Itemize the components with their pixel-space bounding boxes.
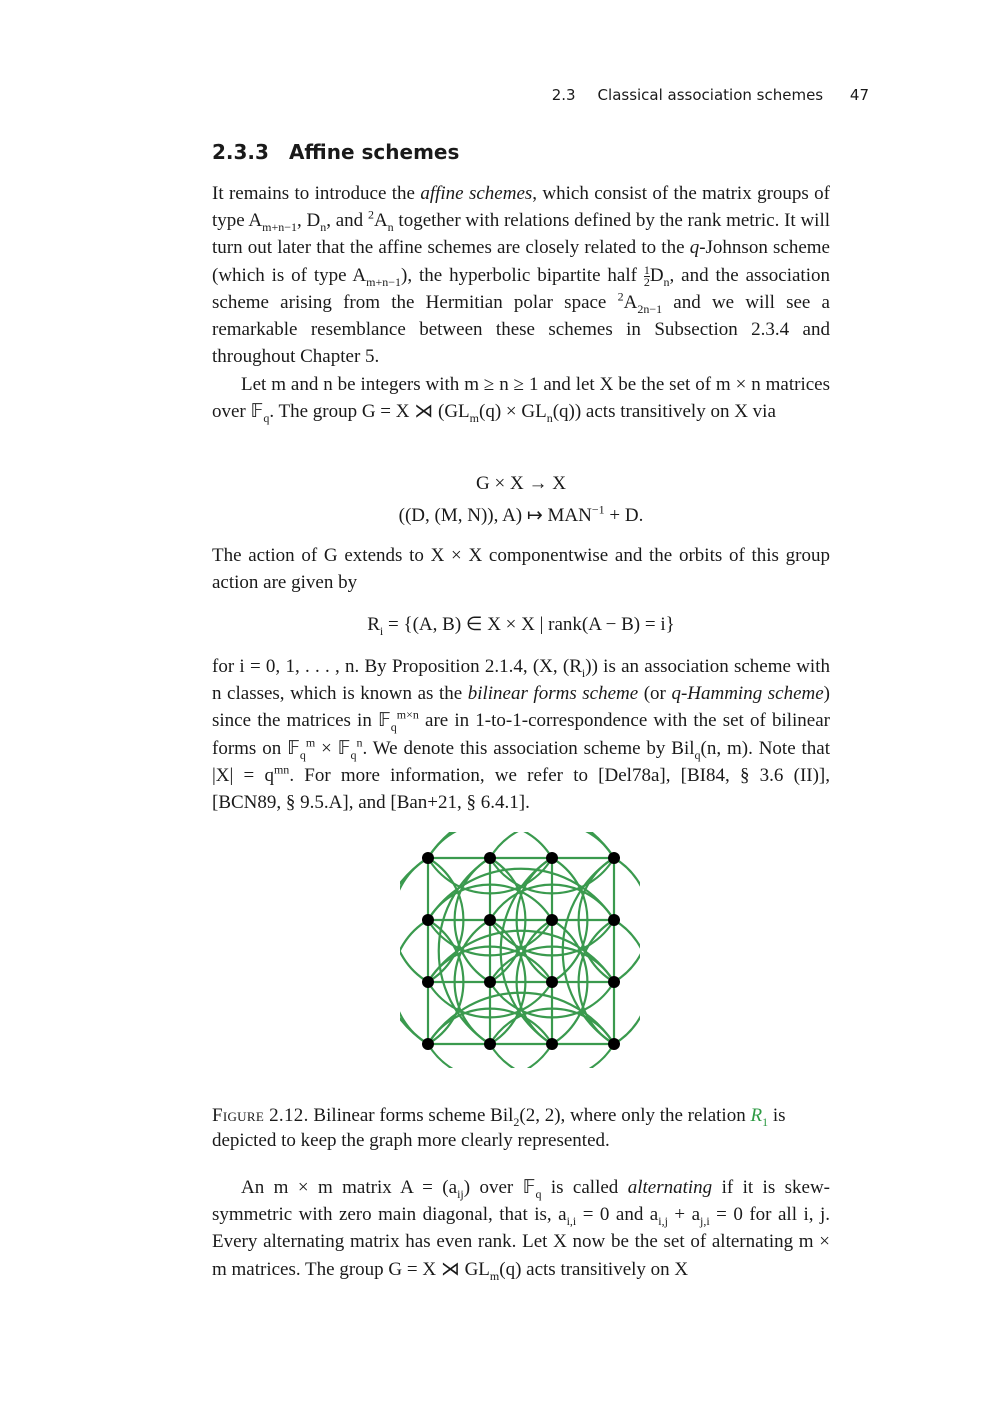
text: , D bbox=[297, 210, 321, 232]
section-heading bbox=[212, 140, 459, 164]
text: (n, m). Note that |X| = q bbox=[212, 737, 830, 786]
text: A bbox=[373, 210, 388, 232]
running-head-title: Classical association schemes bbox=[597, 86, 824, 104]
text: It remains to introduce the bbox=[212, 183, 421, 204]
text: , which consist of the matrix groups of type A bbox=[212, 183, 830, 232]
text: if it is skew-symmetric with zero main diagonal, that is, a bbox=[212, 1177, 831, 1226]
graph-vertex bbox=[484, 852, 496, 864]
text: ((D, (M, N)), A) ↦ MAN bbox=[398, 505, 592, 526]
text: (q) acts transitively on X bbox=[499, 1258, 689, 1280]
subscript: ij bbox=[457, 1186, 464, 1201]
superscript: 2 bbox=[617, 289, 624, 304]
text: (or bbox=[638, 683, 672, 705]
text: = {(A, B) ∈ X × X | rank(A − B) = i} bbox=[383, 614, 675, 635]
text: + D. bbox=[604, 505, 644, 526]
subscript: q bbox=[299, 747, 306, 762]
text: D bbox=[649, 264, 664, 286]
subscript: 1 bbox=[762, 1114, 769, 1129]
figure-label: Figure 2.12. bbox=[212, 1105, 309, 1126]
superscript: 2 bbox=[367, 207, 374, 222]
emphasis: alternating bbox=[627, 1177, 713, 1198]
graph-vertex bbox=[546, 852, 558, 864]
section-number: 2.3.3 bbox=[212, 140, 269, 164]
superscript: −1 bbox=[591, 502, 605, 517]
fraction-denominator: 2 bbox=[643, 274, 650, 289]
paragraph-1 bbox=[212, 180, 830, 370]
text: A bbox=[623, 291, 638, 313]
superscript: n bbox=[356, 735, 363, 750]
graph-vertex bbox=[608, 852, 620, 864]
graph-edge bbox=[428, 832, 614, 858]
subscript: i bbox=[379, 623, 384, 638]
subscript: j,i bbox=[700, 1214, 710, 1228]
text: -Johnson scheme (which is of type A bbox=[212, 237, 830, 286]
emphasis: bilinear forms scheme bbox=[467, 683, 639, 705]
subscript: n bbox=[663, 274, 670, 289]
graph-vertex bbox=[422, 976, 434, 988]
paragraph-5 bbox=[212, 1174, 830, 1283]
graph-vertex bbox=[546, 914, 558, 926]
text: ) since the matrices in 𝔽 bbox=[212, 683, 830, 732]
graph-vertex bbox=[422, 1038, 434, 1050]
subscript: q bbox=[535, 1186, 542, 1201]
emphasis: q-Hamming scheme bbox=[671, 683, 824, 705]
subscript: n bbox=[387, 220, 394, 234]
text: )) is an association scheme with n classes, which is known as the bbox=[212, 656, 830, 705]
text: R bbox=[367, 614, 380, 635]
subscript: i bbox=[581, 665, 586, 680]
graph-vertex bbox=[484, 914, 496, 926]
superscript: mn bbox=[273, 762, 290, 777]
subscript: m+n−1 bbox=[366, 274, 402, 289]
text: for i = 0, 1, . . . , n. By Proposition 2.1.4, (X, (R bbox=[212, 656, 582, 677]
subscript: m+n−1 bbox=[262, 220, 298, 234]
relation-symbol bbox=[750, 1105, 769, 1129]
text: (q)) acts transitively on X via bbox=[552, 401, 776, 423]
text: . We denote this association scheme by Bil bbox=[362, 737, 695, 759]
graph-vertex bbox=[608, 1038, 620, 1050]
fraction-numerator: 1 bbox=[643, 262, 650, 277]
text: Let m and n be integers with m ≥ n ≥ 1 and let X be the set of m × n matrices over 𝔽 bbox=[212, 374, 830, 423]
paragraph-3 bbox=[212, 542, 830, 596]
text: . For more information, we refer to [Del78a], [BI84, § 3.6 (II)], [BCN89, § 9.5.A], and [Ban+21, § 6.4.1]. bbox=[212, 764, 830, 814]
subscript: m bbox=[489, 1268, 500, 1283]
subscript: 2 bbox=[513, 1114, 520, 1129]
superscript: m bbox=[305, 735, 316, 750]
text: are in 1-to-1-correspondence with the set of bilinear forms on 𝔽 bbox=[212, 710, 830, 759]
text: ), the hyperbolic bipartite half bbox=[401, 264, 644, 286]
bilinear-forms-graph bbox=[400, 832, 640, 1068]
subscript: q bbox=[390, 720, 397, 735]
text: , and the association scheme arising from the Hermitian polar space bbox=[212, 264, 830, 313]
graph-vertex bbox=[546, 976, 558, 988]
text: + a bbox=[667, 1204, 701, 1226]
figure-caption bbox=[212, 1103, 830, 1153]
text: = 0 for all i, j. Every alternating matrix has even rank. Let X now be the set of alternating m × m matrices. The group G = X ⋊ GL bbox=[212, 1204, 831, 1280]
section-title: Affine schemes bbox=[288, 140, 460, 164]
text: , and bbox=[326, 210, 368, 232]
text: is called bbox=[541, 1177, 628, 1198]
text: together with relations defined by the rank metric. It will turn out later that the affine schemes are closely related to the bbox=[212, 210, 831, 259]
subscript: m bbox=[469, 411, 479, 425]
subscript: n bbox=[320, 220, 327, 234]
graph-edge bbox=[400, 858, 428, 1044]
display-equation-2 bbox=[212, 611, 830, 638]
emphasis: affine schemes bbox=[420, 183, 533, 204]
subscript: 2n−1 bbox=[637, 301, 663, 316]
graph-vertex bbox=[422, 852, 434, 864]
text: The action of G extends to X × X componentwise and the orbits of this group action are given by bbox=[212, 545, 830, 594]
equation-line bbox=[212, 500, 830, 532]
running-head-section: 2.3 bbox=[551, 86, 576, 104]
graph-vertex bbox=[484, 1038, 496, 1050]
graph-vertex bbox=[608, 976, 620, 988]
equation-line: G × X → X bbox=[476, 473, 566, 494]
graph-vertex bbox=[608, 914, 620, 926]
text: ) over 𝔽 bbox=[463, 1177, 536, 1198]
text: (q) × GL bbox=[479, 401, 547, 423]
text: R bbox=[750, 1105, 763, 1126]
text: (2, 2), where only the relation bbox=[519, 1105, 751, 1126]
page-number: 47 bbox=[849, 86, 869, 104]
subscript: i,j bbox=[658, 1214, 668, 1228]
text: is depicted to keep the graph more clearly represented. bbox=[212, 1105, 786, 1151]
subscript: q bbox=[263, 411, 270, 425]
subscript: q bbox=[350, 747, 357, 762]
subscript: i,i bbox=[566, 1214, 577, 1228]
text: × 𝔽 bbox=[315, 737, 351, 759]
text: and we will see a remarkable resemblance between these schemes in Subsection 2.3.4 and throughout Chapter 5. bbox=[212, 291, 830, 368]
superscript: m×n bbox=[396, 708, 419, 723]
graph-vertex bbox=[422, 914, 434, 926]
graph-vertex bbox=[546, 1038, 558, 1050]
subscript: q bbox=[694, 747, 701, 762]
subscript: n bbox=[546, 411, 553, 425]
paragraph-4 bbox=[212, 653, 830, 816]
text: Bilinear forms scheme Bil bbox=[308, 1105, 514, 1126]
paragraph-2 bbox=[212, 371, 830, 425]
graph-vertex bbox=[484, 976, 496, 988]
text: An m × m matrix A = (a bbox=[241, 1177, 458, 1198]
running-head bbox=[552, 86, 869, 104]
emphasis: q bbox=[689, 237, 700, 259]
display-equation-1 bbox=[212, 468, 830, 532]
text: = 0 and a bbox=[576, 1204, 659, 1226]
text: . The group G = X ⋊ (GL bbox=[269, 401, 470, 423]
